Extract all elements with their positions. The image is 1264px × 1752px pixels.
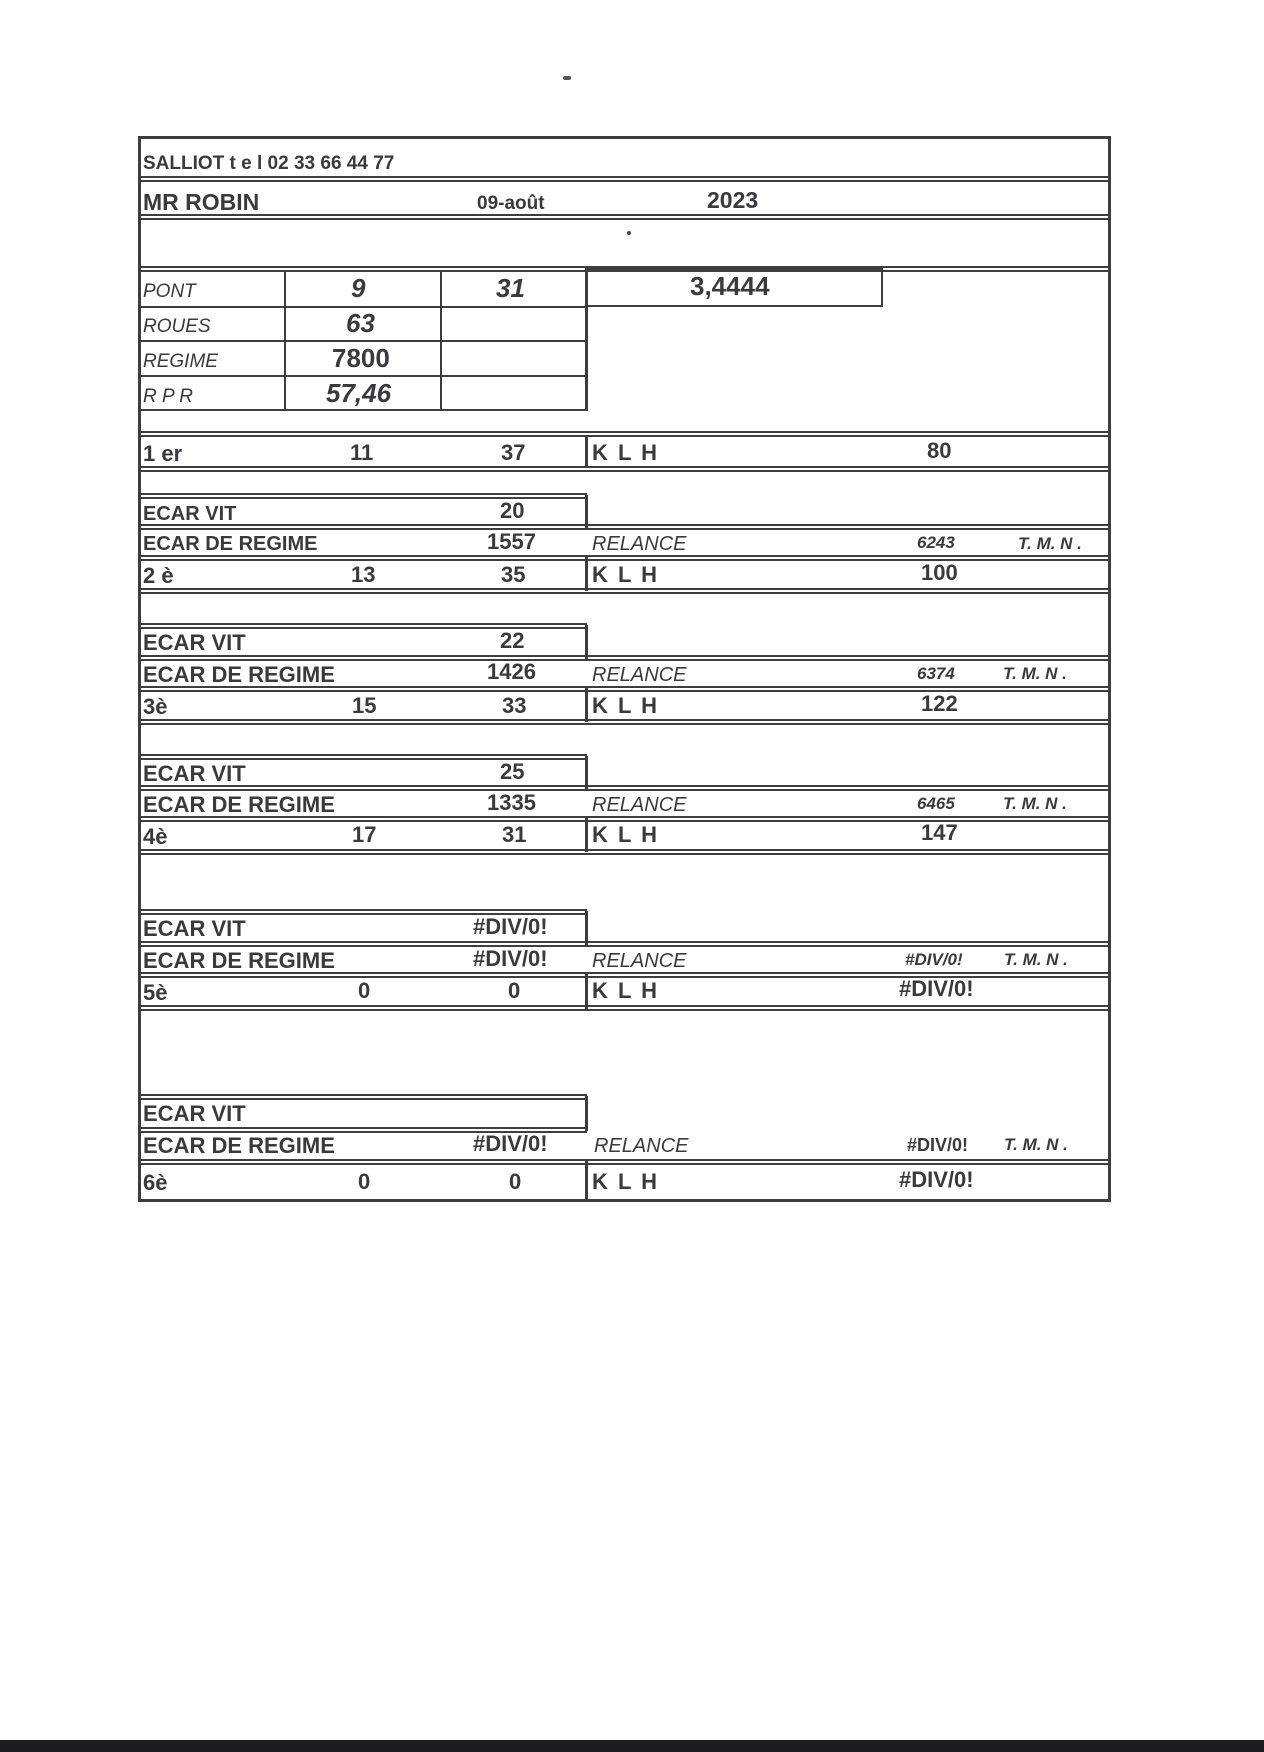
gear3-klh-label: K L H — [592, 693, 660, 718]
gear3-ecarregime-label: ECAR DE REGIME — [143, 662, 335, 687]
gear3-label: 3è — [143, 694, 168, 719]
gear2-label: 2 è — [143, 563, 174, 588]
gear4-ecarregime-label: ECAR DE REGIME — [143, 792, 335, 817]
gear6-ecarregime: #DIV/0! — [473, 1131, 548, 1156]
gear6-relance-label: RELANCE — [594, 1135, 689, 1157]
gear1-label: 1 er — [143, 441, 183, 466]
gear1-klh-label: K L H — [592, 440, 660, 465]
gear4-relance: 6465 — [917, 794, 955, 813]
gear6-sep — [585, 1161, 588, 1201]
gear2-ecarvit: 20 — [500, 498, 525, 523]
gear6-b: 0 — [509, 1169, 522, 1194]
rpr-label: R P R — [143, 386, 193, 407]
gear4-tmn: T. M. N . — [1003, 794, 1067, 813]
gear5-a: 0 — [358, 978, 371, 1003]
gear2-row1 — [138, 524, 1111, 530]
gear2-b: 35 — [501, 562, 526, 587]
gear5-relance: #DIV/0! — [905, 950, 963, 969]
gear5-bottom — [138, 1005, 1111, 1011]
top-table-row2 — [138, 340, 587, 342]
regime-value: 7800 — [332, 343, 390, 373]
date: 09-août — [477, 193, 545, 214]
company-contact: SALLIOT t e l 02 33 66 44 77 — [143, 153, 395, 174]
gear6-klh-label: K L H — [592, 1169, 660, 1194]
gear2-klh-label: K L H — [592, 562, 660, 587]
gear4-relance-label: RELANCE — [592, 794, 687, 816]
gear6-ecarregime-label: ECAR DE REGIME — [143, 1133, 335, 1158]
gear3-tmn: T. M. N . — [1003, 664, 1067, 683]
top-table-bottom — [138, 431, 1111, 437]
gear3-klh: 122 — [921, 691, 958, 716]
gear4-ecarvit: 25 — [500, 759, 525, 784]
gear1-b: 37 — [501, 440, 526, 465]
pont-value-2: 31 — [496, 273, 525, 303]
frame-right — [1108, 136, 1111, 1202]
top-table-row4 — [138, 409, 587, 411]
scan-bottom-edge — [0, 1740, 1264, 1752]
gear6-label: 6è — [143, 1170, 168, 1195]
roues-label: ROUES — [143, 316, 211, 337]
header-divider-2 — [138, 214, 1111, 220]
gear2-tmn: T. M. N . — [1018, 534, 1082, 553]
gear4-ecarregime: 1335 — [487, 790, 536, 815]
gear2-ecarvit-label: ECAR VIT — [143, 503, 237, 525]
gear5-tmn: T. M. N . — [1004, 950, 1068, 969]
client-name: MR ROBIN — [143, 189, 260, 215]
gear3-row2 — [138, 686, 1111, 692]
gear5-relance-label: RELANCE — [592, 950, 687, 972]
gear4-klh-label: K L H — [592, 822, 660, 847]
gear2-relance-label: RELANCE — [592, 533, 687, 555]
gear3-relance-label: RELANCE — [592, 664, 687, 686]
gear1-bottom — [138, 466, 1111, 472]
gear5-ecarregime: #DIV/0! — [473, 946, 548, 971]
gear4-bottom — [138, 849, 1111, 855]
gear5-klh: #DIV/0! — [899, 976, 974, 1001]
gear3-ecarvit: 22 — [500, 628, 525, 653]
gear3-a: 15 — [352, 693, 377, 718]
gear1-a: 11 — [350, 440, 374, 465]
gear2-relance: 6243 — [917, 533, 955, 552]
gear5-ecarvit-label: ECAR VIT — [143, 916, 246, 941]
gear4-row1 — [138, 785, 1111, 791]
gear5-sep — [585, 972, 588, 1009]
gear2-ecarregime: 1557 — [487, 529, 536, 554]
gear6-klh: #DIV/0! — [899, 1167, 974, 1192]
gear4-klh: 147 — [921, 820, 958, 845]
gear2-ecarregime-label: ECAR DE REGIME — [143, 533, 318, 555]
gear5-ecarregime-label: ECAR DE REGIME — [143, 948, 335, 973]
gear3-ecarvit-label: ECAR VIT — [143, 630, 246, 655]
gear3-sep — [585, 686, 588, 722]
gear2-bottom — [138, 588, 1111, 594]
gear2-sep — [585, 555, 588, 591]
gear6-ecarvit-label: ECAR VIT — [143, 1101, 246, 1126]
gear4-a: 17 — [352, 822, 377, 847]
gear4-sep — [585, 816, 588, 852]
gear4-label: 4è — [143, 824, 168, 849]
gear3-relance: 6374 — [917, 664, 955, 683]
frame-bottom — [138, 1199, 1111, 1202]
gear3-row1 — [138, 655, 1111, 661]
gear6-ecarvit-right — [585, 1096, 588, 1131]
rpr-value: 57,46 — [326, 378, 392, 408]
gear3-bottom — [138, 719, 1111, 725]
pont-value-1: 9 — [351, 273, 366, 303]
gear5-row1 — [138, 941, 1111, 947]
gear6-relance: #DIV/0! — [907, 1135, 969, 1155]
gear5-b: 0 — [508, 978, 521, 1003]
year: 2023 — [707, 187, 759, 213]
gear5-label: 5è — [143, 980, 168, 1005]
top-table-row3 — [138, 375, 587, 377]
pont-label: PONT — [143, 281, 196, 302]
gear2-klh: 100 — [921, 560, 958, 585]
gear3-b: 33 — [502, 693, 527, 718]
gear6-row2 — [138, 1159, 1111, 1165]
gear6-top — [138, 1094, 587, 1100]
gear2-row2 — [138, 555, 1111, 561]
scan-speck-blue — [627, 231, 631, 235]
gear1-sep — [585, 435, 588, 467]
gear2-a: 13 — [351, 562, 376, 587]
scan-speck-top — [563, 76, 571, 80]
frame-left — [138, 136, 141, 1202]
gear1-klh: 80 — [927, 438, 952, 463]
gear4-ecarvit-label: ECAR VIT — [143, 761, 246, 786]
roues-value: 63 — [346, 308, 375, 338]
gear6-tmn: T. M. N . — [1004, 1135, 1068, 1154]
gear6-a: 0 — [358, 1169, 371, 1194]
frame-top — [138, 136, 1111, 139]
header-divider-1 — [138, 176, 1111, 182]
gear5-ecarvit: #DIV/0! — [473, 914, 548, 939]
gear4-b: 31 — [502, 822, 527, 847]
gear3-ecarregime: 1426 — [487, 659, 536, 684]
gear5-klh-label: K L H — [592, 978, 660, 1003]
regime-label: REGIME — [143, 351, 218, 372]
pont-ratio: 3,4444 — [690, 271, 770, 301]
